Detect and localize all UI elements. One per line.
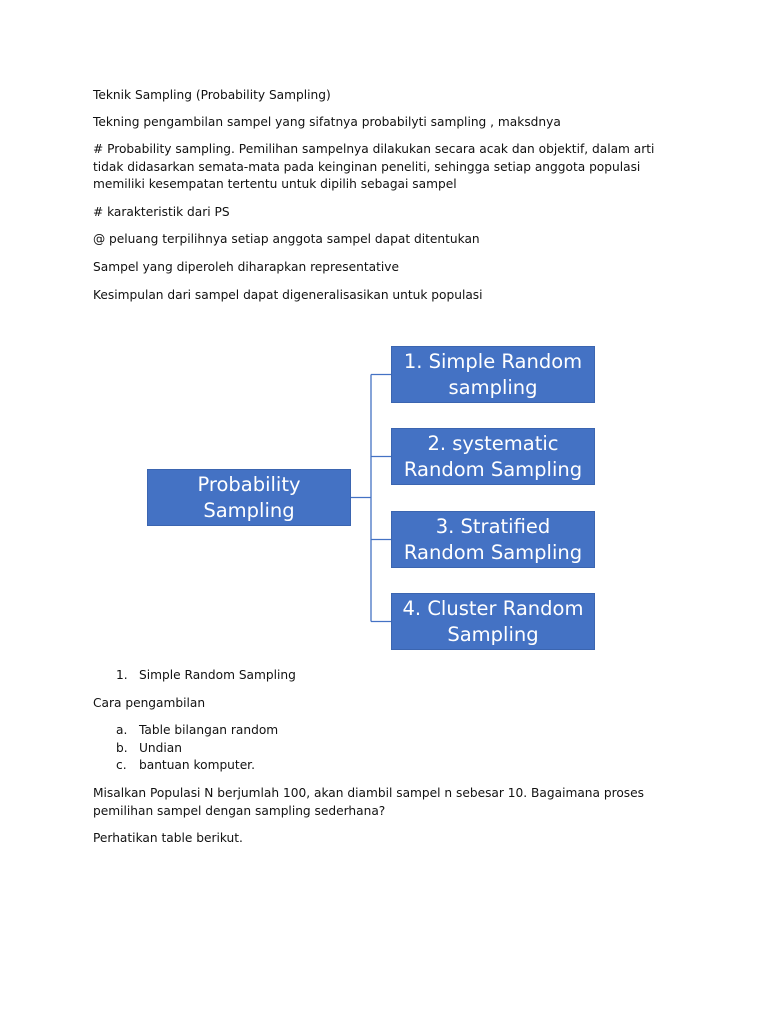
definition-paragraph: # Probability sampling. Pemilihan sampelnya dilakukan secara acak dan objektif, dalam arti tidak didasarkan semata-mata pada keinginan peneliti, sehingga setiap anggota populasi memiliki kesempatan tertentu untuk dipilih sebagai sampel: [93, 142, 655, 192]
diagram-root-label: Probability Sampling: [197, 472, 301, 522]
method-heading: Cara pengambilan: [93, 696, 206, 710]
method-list: [93, 722, 683, 775]
characteristic-1: @ peluang terpilihnya setiap anggota sampel dapat ditentukan: [93, 232, 480, 246]
intro-line: Tekning pengambilan sampel yang sifatnya probabilyti sampling , maksdnya: [93, 115, 561, 129]
diagram-branch-label-2: 2. systematic Random Sampling: [403, 431, 583, 481]
list-marker: 1.: [116, 668, 128, 682]
document-title-line: Teknik Sampling (Probability Sampling): [93, 88, 331, 102]
list-item-text: Simple Random Sampling: [139, 668, 296, 682]
list-marker: b.: [116, 740, 128, 755]
list-item: [93, 667, 683, 685]
list-marker: a.: [116, 723, 128, 737]
diagram-branch-label-4: 4. Cluster Random Sampling: [402, 596, 584, 646]
diagram-branch-box-1: [391, 346, 595, 403]
diagram-branch-box-4: [391, 593, 595, 650]
example-paragraph: Misalkan Populasi N berjumlah 100, akan diambil sampel n sebesar 10. Bagaimana proses pemilihan sampel dengan sampling sederhana?: [93, 786, 645, 818]
diagram-branch-label-1: 1. Simple Random sampling: [403, 349, 583, 399]
list-item-text: Table bilangan random: [139, 723, 279, 737]
list-marker: c.: [116, 758, 127, 773]
diagram-branch-box-3: [391, 511, 595, 568]
diagram-branch-label-3: 3. Stratified Random Sampling: [403, 514, 583, 564]
characteristic-3: Kesimpulan dari sampel dapat digeneralisasikan untuk populasi: [93, 288, 483, 302]
list-item-text: bantuan komputer.: [139, 758, 255, 773]
list-item: [93, 757, 683, 775]
closing-line: Perhatikan table berikut.: [93, 831, 243, 845]
list-item: [93, 722, 683, 740]
characteristics-heading: # karakteristik dari PS: [93, 205, 230, 219]
characteristic-2: Sampel yang diperoleh diharapkan representative: [93, 260, 399, 274]
diagram-root-box: [147, 469, 351, 526]
numbered-list: [93, 667, 683, 685]
list-item: [93, 740, 683, 758]
list-item-text: Undian: [139, 740, 182, 755]
diagram-branch-box-2: [391, 428, 595, 485]
